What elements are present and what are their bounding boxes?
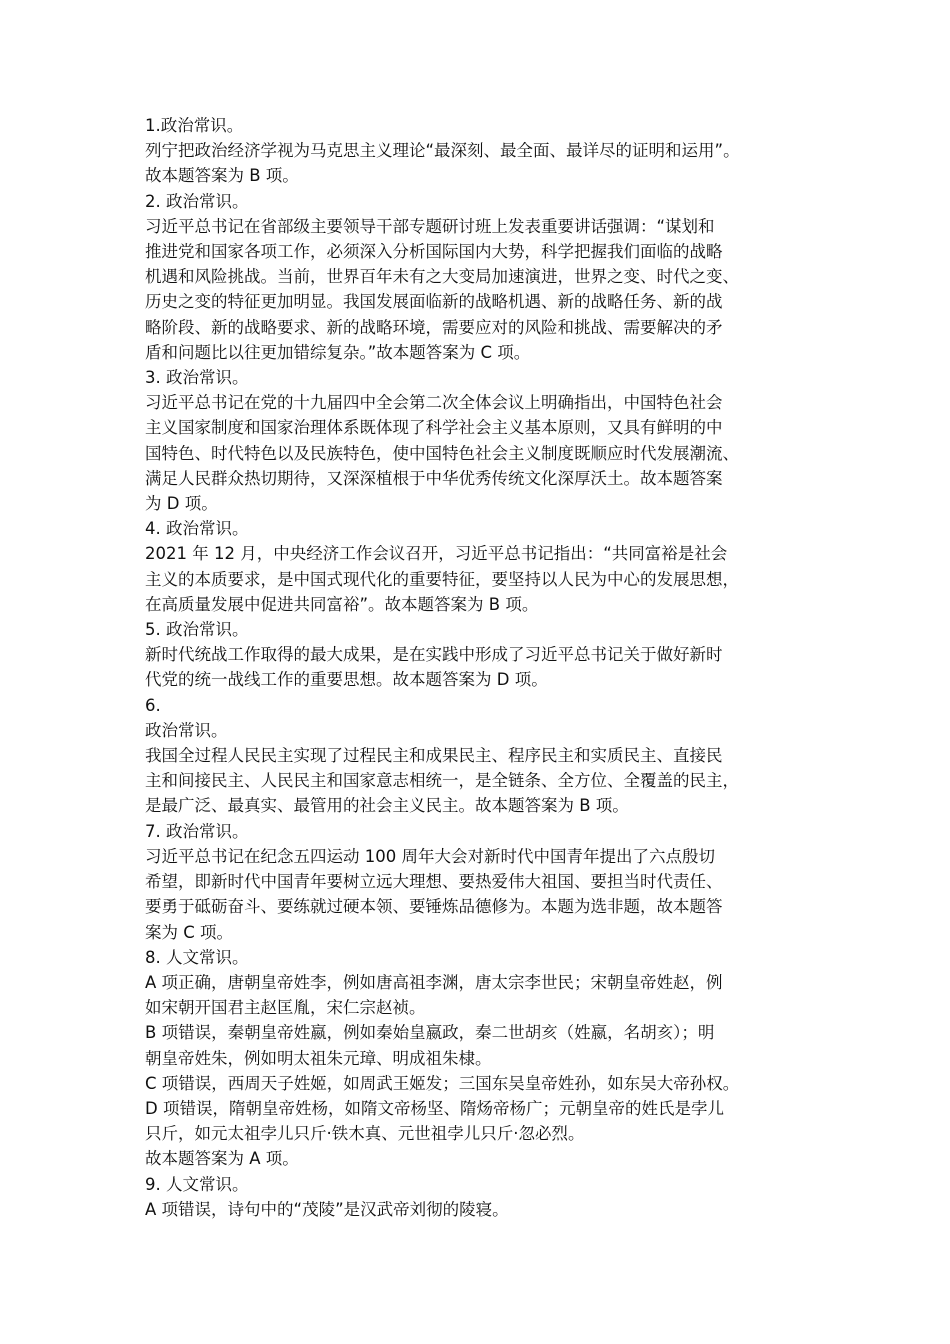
heading-q4: 4. 政治常识。 <box>145 519 249 539</box>
text-line: 机遇和风险挑战。当前，世界百年未有之大变局加速演进，世界之变、时代之变、 <box>145 267 739 287</box>
text-line: 习近平总书记在省部级主要领导干部专题研讨班上发表重要讲话强调：“谋划和 <box>145 216 715 236</box>
text-line: 要勇于砥砺奋斗、要练就过硬本领、要锤炼品德修为。本题为选非题，故本题答 <box>145 897 723 917</box>
text-line: 满足人民群众热切期待，又深深植根于中华优秀传统文化深厚沃土。故本题答案 <box>145 468 723 488</box>
document-body <box>145 113 815 1222</box>
text-line: 2021 年 12 月，中央经济工作会议召开，习近平总书记指出：“共同富裕是社会 <box>145 544 728 564</box>
text-line: 列宁把政治经济学视为马克思主义理论“最深刻、最全面、最详尽的证明和运用”。 <box>145 141 740 161</box>
heading-q6-topic: 政治常识。 <box>145 720 228 740</box>
answer-line: 故本题答案为 B 项。 <box>145 166 299 186</box>
heading-q6-number: 6. <box>145 695 161 715</box>
text-line: 新时代统战工作取得的最大成果，是在实践中形成了习近平总书记关于做好新时 <box>145 645 723 665</box>
heading-q5: 5. 政治常识。 <box>145 620 249 640</box>
option-c-line: C 项错误，西周天子姓姬，如周武王姬发；三国东吴皇帝姓孙，如东吴大帝孙权。 <box>145 1073 740 1093</box>
option-a-line: A 项正确，唐朝皇帝姓李，例如唐高祖李渊，唐太宗李世民；宋朝皇帝姓赵，例 <box>145 972 723 992</box>
answer-line: 在高质量发展中促进共同富裕”。故本题答案为 B 项。 <box>145 594 539 614</box>
answer-line: 故本题答案为 A 项。 <box>145 1149 299 1169</box>
heading-q2: 2. 政治常识。 <box>145 191 249 211</box>
option-b-line: B 项错误，秦朝皇帝姓嬴，例如秦始皇嬴政，秦二世胡亥（姓嬴，名胡亥）；明 <box>145 1023 715 1043</box>
option-d-line: 只斤，如元太祖孛儿只斤·铁木真、元世祖孛儿只斤·忽必烈。 <box>145 1124 585 1144</box>
option-b-line: 朝皇帝姓朱，例如明太祖朱元璋、明成祖朱棣。 <box>145 1048 492 1068</box>
answer-line: 代党的统一战线工作的重要思想。故本题答案为 D 项。 <box>145 670 548 690</box>
option-a-line: 如宋朝开国君主赵匡胤，宋仁宗赵祯。 <box>145 998 426 1018</box>
text-line: 国特色、时代特色以及民族特色，使中国特色社会主义制度既顺应时代发展潮流、 <box>145 443 739 463</box>
text-line: 历史之变的特征更加明显。我国发展面临新的战略机遇、新的战略任务、新的战 <box>145 292 723 312</box>
answer-line: 为 D 项。 <box>145 494 218 514</box>
text-line: 主义的本质要求，是中国式现代化的重要特征，要坚持以人民为中心的发展思想， <box>145 569 739 589</box>
text-line: 我国全过程人民民主实现了过程民主和成果民主、程序民主和实质民主、直接民 <box>145 746 723 766</box>
heading-q7: 7. 政治常识。 <box>145 821 249 841</box>
text-line: 推进党和国家各项工作，必须深入分析国际国内大势，科学把握我们面临的战略 <box>145 242 723 262</box>
option-d-line: D 项错误，隋朝皇帝姓杨，如隋文帝杨坚、隋炀帝杨广；元朝皇帝的姓氏是孛儿 <box>145 1098 724 1118</box>
text-line: 略阶段、新的战略要求、新的战略环境，需要应对的风险和挑战、需要解决的矛 <box>145 317 723 337</box>
heading-q9: 9. 人文常识。 <box>145 1174 249 1194</box>
text-line: 主义国家制度和国家治理体系既体现了科学社会主义基本原则，又具有鲜明的中 <box>145 418 723 438</box>
heading-q1: 1.政治常识。 <box>145 116 244 135</box>
answer-line: 案为 C 项。 <box>145 922 234 942</box>
heading-q3: 3. 政治常识。 <box>145 368 249 388</box>
text-line: 希望，即新时代中国青年要树立远大理想、要热爱伟大祖国、要担当时代责任、 <box>145 872 723 892</box>
answer-line: 盾和问题比以往更加错综复杂。”故本题答案为 C 项。 <box>145 342 531 362</box>
text-line: 习近平总书记在纪念五四运动 100 周年大会对新时代中国青年提出了六点殷切 <box>145 846 715 866</box>
answer-line: 是最广泛、最真实、最管用的社会主义民主。故本题答案为 B 项。 <box>145 796 629 816</box>
text-line: 主和间接民主、人民民主和国家意志相统一，是全链条、全方位、全覆盖的民主， <box>145 771 739 791</box>
text-line: 习近平总书记在党的十九届四中全会第二次全体会议上明确指出，中国特色社会 <box>145 393 723 413</box>
option-a-line: A 项错误，诗句中的“茂陵”是汉武帝刘彻的陵寝。 <box>145 1199 509 1219</box>
heading-q8: 8. 人文常识。 <box>145 947 249 967</box>
